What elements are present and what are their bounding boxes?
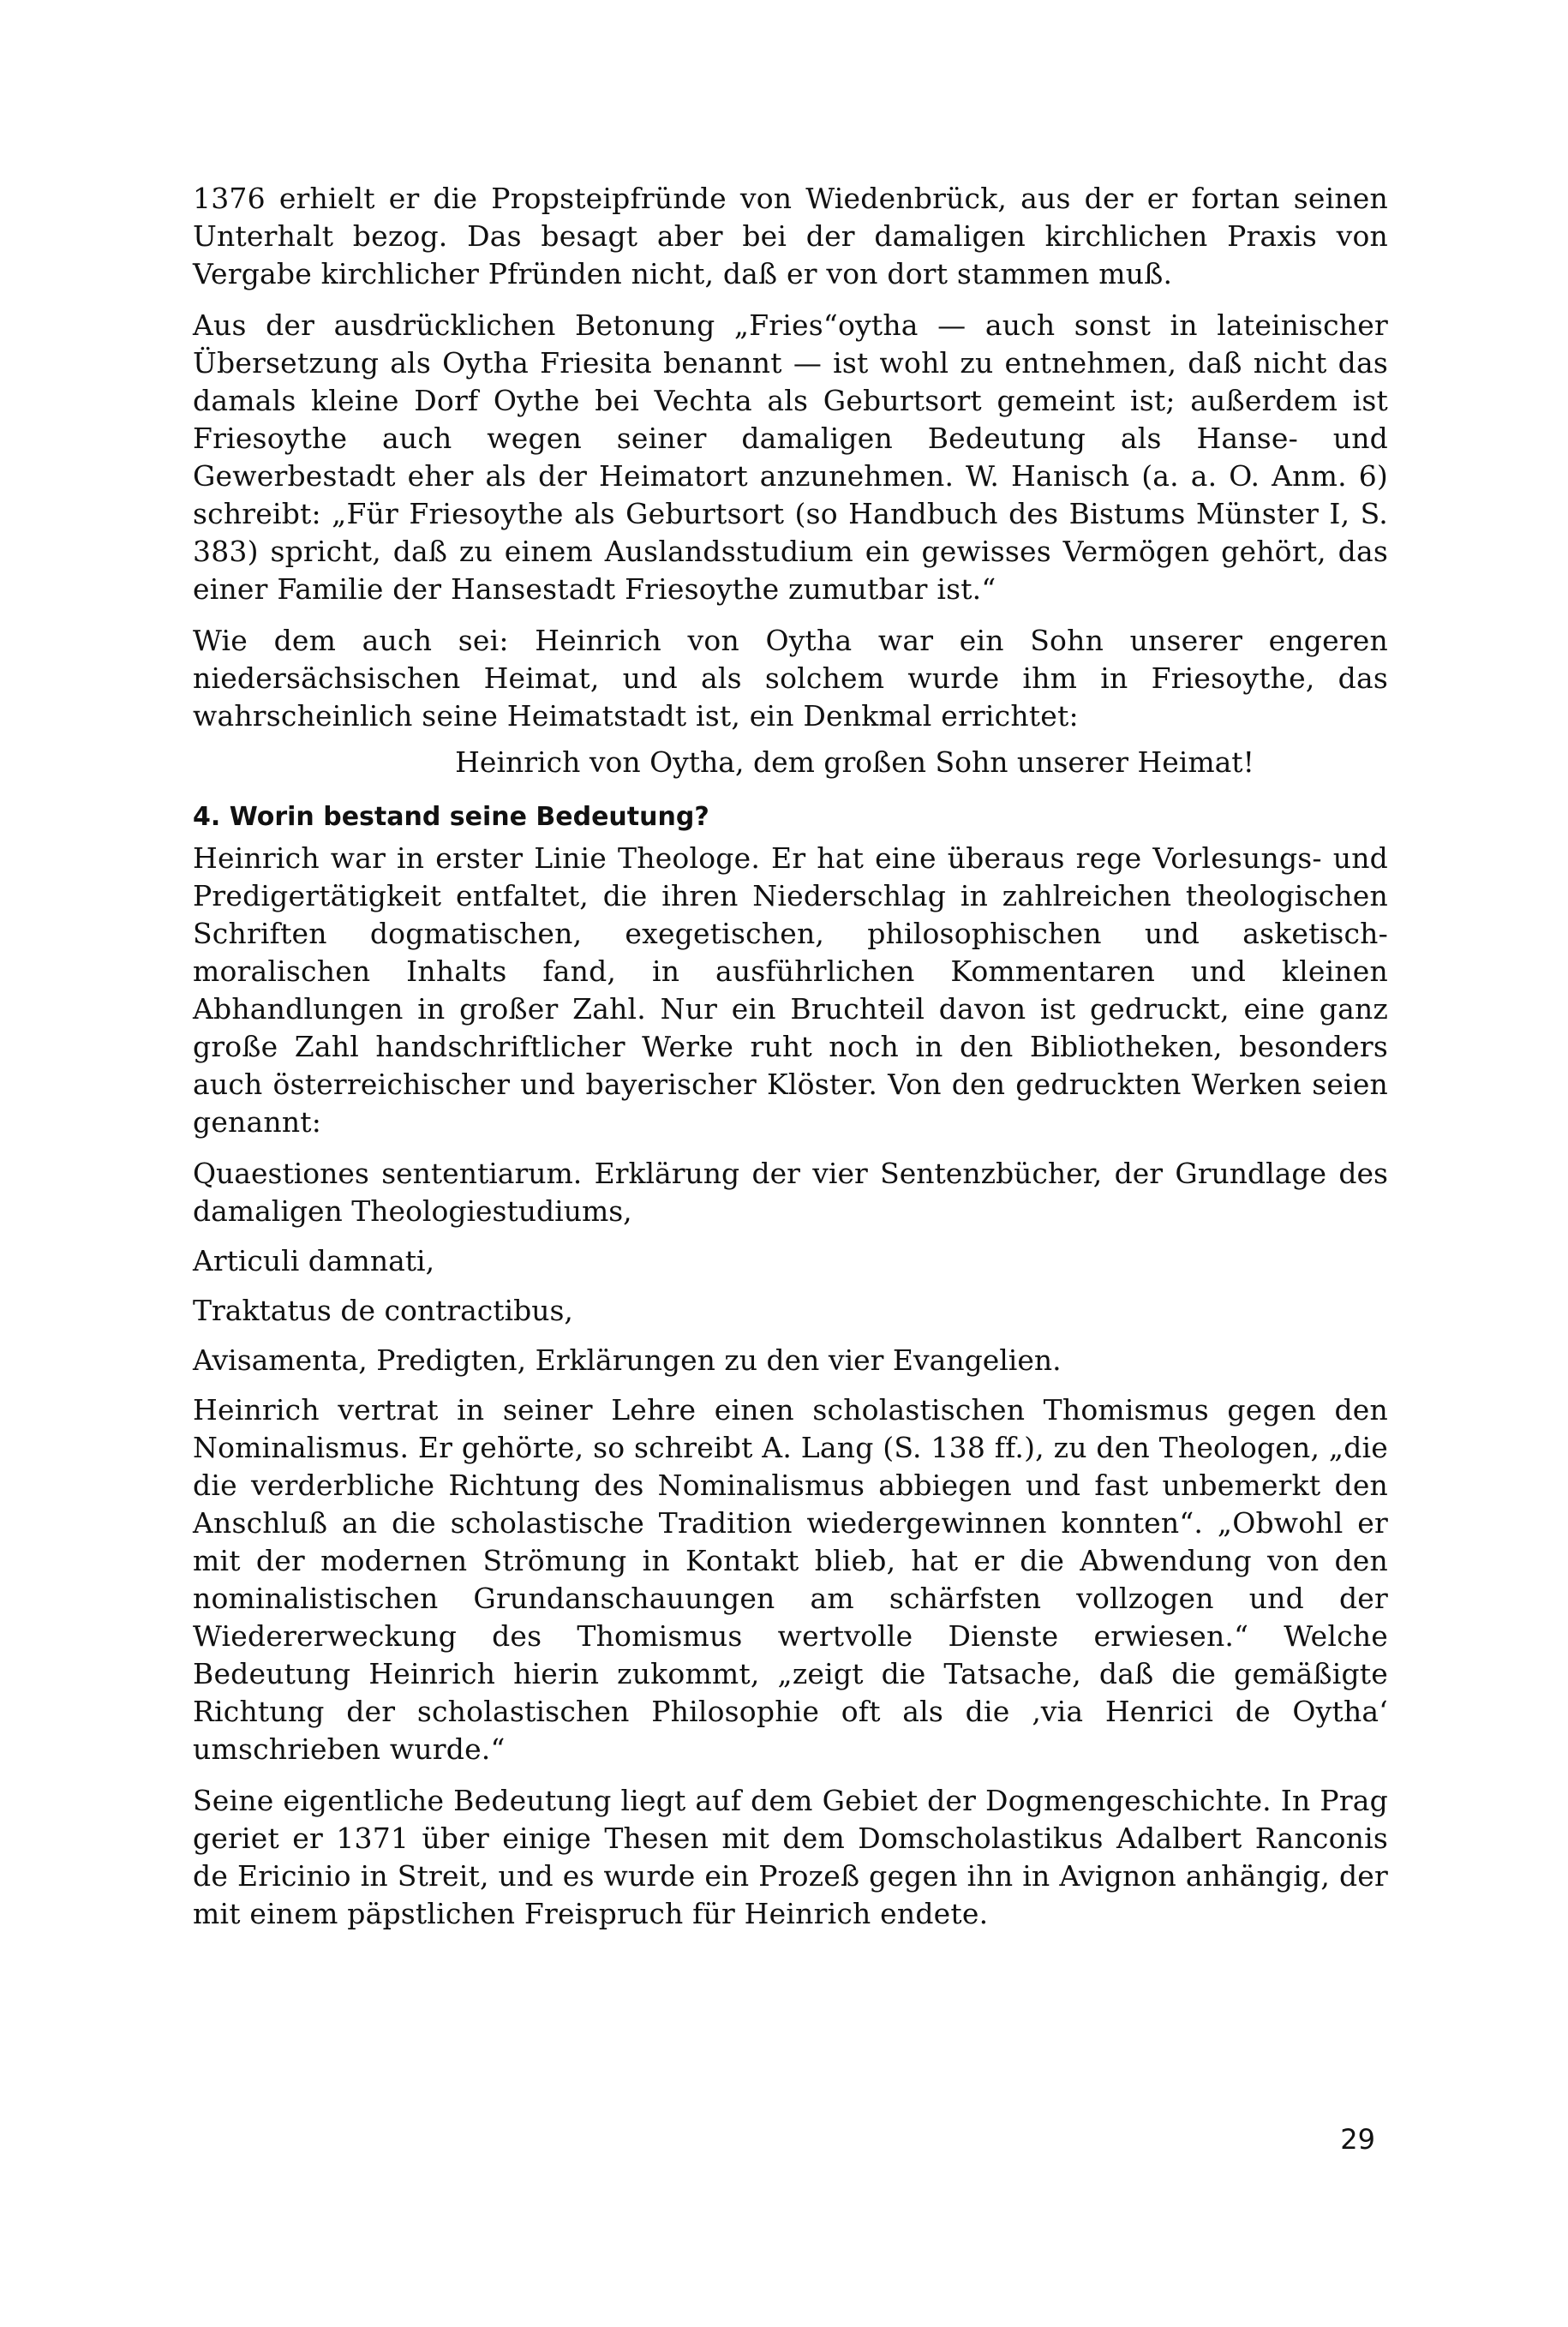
memorial-motto: Heinrich von Oytha, dem großen Sohn unserer Heimat!	[455, 745, 1254, 779]
paragraph-propsteipfruende: 1376 erhielt er die Propsteipfründe von Wiedenbrück, aus der er fortan seinen Unterhalt bezog. Das besagt aber bei der damaligen kirchlichen Praxis von Vergabe kirchlicher Pfründen nicht, daß er von dort stammen muß.	[193, 182, 1388, 290]
paragraph-dogmengeschichte: Seine eigentliche Bedeutung liegt auf dem Gebiet der Dogmengeschichte. In Prag geriet er 1371 über einige Thesen mit dem Domscholastikus Adalbert Ranconis de Ericinio in Streit, und es wurde ein Prozeß gegen ihn in Avignon anhängig, der mit einem päpstlichen Freispruch für Heinrich endete.	[193, 1784, 1388, 1930]
list-item: Traktatus de contractibus,	[193, 1294, 573, 1327]
paragraph-thomismus: Heinrich vertrat in seiner Lehre einen scholastischen Thomismus gegen den Nominalismus. Er gehörte, so schreibt A. Lang (S. 138 ff.), zu den Theologen, „die die verderbliche Richtung des Nominalismus abbiegen und fast unbemerkt den Anschluß an die scholastische Tradition wiedergewinnen konnten“. „Obwohl er mit der modernen Strömung in Kontakt blieb, hat er die Abwendung von den nominalistischen Grundanschauungen am schärfsten vollzogen und der Wiedererweckung des Thomismus wertvolle Dienste erwiesen.“ Welche Bedeutung Heinrich hierin zukommt, „zeigt die Tatsache, daß die gemäßigte Richtung der scholastischen Philosophie oft als die ‚via Henrici de Oytha‘ umschrieben wurde.“	[193, 1393, 1388, 1766]
page-number: 29	[1340, 2123, 1375, 2156]
list-item: Quaestiones sententiarum. Erklärung der vier Sentenzbücher, der Grundlage des damaligen Theologiestudiums,	[193, 1157, 1388, 1228]
list-item: Articuli damnati,	[193, 1244, 435, 1277]
list-item: Avisamenta, Predigten, Erklärungen zu den vier Evangelien.	[193, 1343, 1062, 1377]
section-heading: 4. Worin bestand seine Bedeutung?	[193, 802, 709, 832]
works-list	[193, 1155, 1388, 1379]
page-body	[193, 180, 1388, 1947]
paragraph-geburtsort: Aus der ausdrücklichen Betonung „Fries“oytha — auch sonst in lateinischer Übersetzung als Oytha Friesita benannt — ist wohl zu entnehmen, daß nicht das damals kleine Dorf Oythe bei Vechta als Geburtsort gemeint ist; außerdem ist Friesoythe auch wegen seiner damaligen Bedeutung als Hanse- und Gewerbestadt eher als der Heimatort anzunehmen. W. Hanisch (a. a. O. Anm. 6) schreibt: „Für Friesoythe als Geburtsort (so Handbuch des Bistums Münster I, S. 383) spricht, daß zu einem Auslandsstudium ein gewisses Vermögen gehört, das einer Familie der Hansestadt Friesoythe zumutbar ist.“	[193, 308, 1388, 606]
paragraph-theologe: Heinrich war in erster Linie Theologe. Er hat eine überaus rege Vorlesungs- und Predigertätigkeit entfaltet, die ihren Niederschlag in zahlreichen theologischen Schriften dogmatischen, exegetischen, philosophischen und asketisch-moralischen Inhalts fand, in ausführlichen Kommentaren und kleinen Abhandlungen in großer Zahl. Nur ein Bruchteil davon ist gedruckt, eine ganz große Zahl handschriftlicher Werke ruht noch in den Bibliotheken, besonders auch österreichischer und bayerischer Klöster. Von den gedruckten Werken seien genannt:	[193, 841, 1388, 1139]
paragraph-denkmal: Wie dem auch sei: Heinrich von Oytha war ein Sohn unserer engeren niedersächsischen Heimat, und als solchem wurde ihm in Friesoythe, das wahrscheinlich seine Heimatstadt ist, ein Denkmal errichtet:	[193, 624, 1388, 733]
